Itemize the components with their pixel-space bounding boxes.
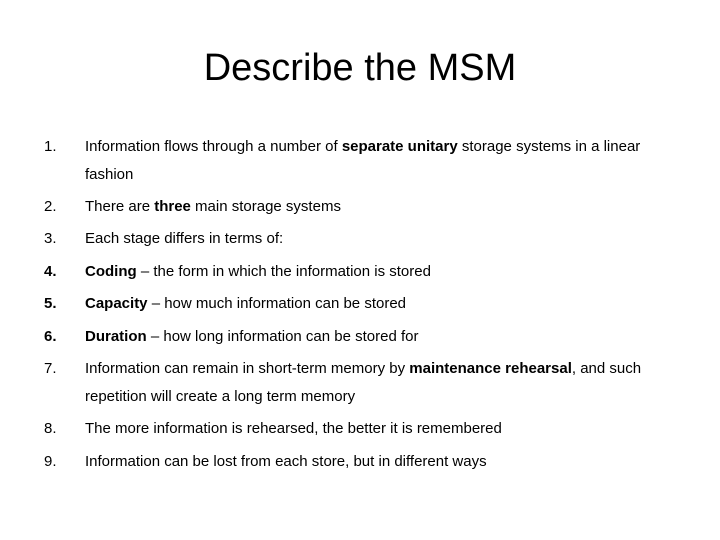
- item-text-segment: Information flows through a number of: [85, 138, 342, 155]
- item-number: 2.: [44, 198, 57, 215]
- item-number: 3.: [44, 230, 57, 247]
- item-text: [85, 323, 675, 351]
- item-number: 8.: [44, 420, 57, 437]
- item-text: [85, 193, 675, 221]
- item-text-emphasis: three: [154, 198, 191, 215]
- item-text-segment: – the form in which the information is stored: [136, 263, 431, 280]
- item-text: [85, 448, 675, 476]
- item-number: 7.: [44, 360, 57, 377]
- item-text-segment: , and such repetition will create a long term memory: [85, 360, 642, 405]
- item-number: 1.: [44, 138, 57, 155]
- item-text: [85, 225, 675, 253]
- slide-title: Describe the MSM: [203, 47, 517, 89]
- item-text-emphasis: Capacity: [85, 295, 148, 312]
- item-number: 9.: [44, 453, 57, 470]
- item-text-segment: storage systems in a linear fashion: [85, 138, 641, 183]
- item-text-emphasis: separate unitary: [341, 138, 458, 155]
- item-text: [85, 415, 675, 443]
- item-number: 4.: [44, 263, 57, 280]
- item-number: 6.: [44, 328, 57, 345]
- item-text-segment: Information can be lost from each store, but in different ways: [85, 453, 487, 470]
- item-text-segment: main storage systems: [190, 198, 341, 215]
- item-text: [85, 258, 675, 286]
- item-text-emphasis: Duration: [85, 328, 147, 345]
- item-text-segment: Each stage differs in terms of:: [85, 230, 284, 247]
- item-text: [85, 355, 675, 411]
- item-text-emphasis: Coding: [85, 263, 137, 280]
- item-text-segment: There are: [85, 198, 155, 215]
- item-number: 5.: [44, 295, 57, 312]
- item-text: [85, 133, 675, 189]
- item-text: [85, 290, 675, 318]
- item-text-segment: – how long information can be stored for: [146, 328, 419, 345]
- item-text-emphasis: maintenance rehearsal: [409, 360, 572, 377]
- item-text-segment: Information can remain in short-term memory by: [85, 360, 410, 377]
- item-text-segment: The more information is rehearsed, the better it is remembered: [85, 420, 502, 437]
- item-text-segment: – how much information can be stored: [147, 295, 407, 312]
